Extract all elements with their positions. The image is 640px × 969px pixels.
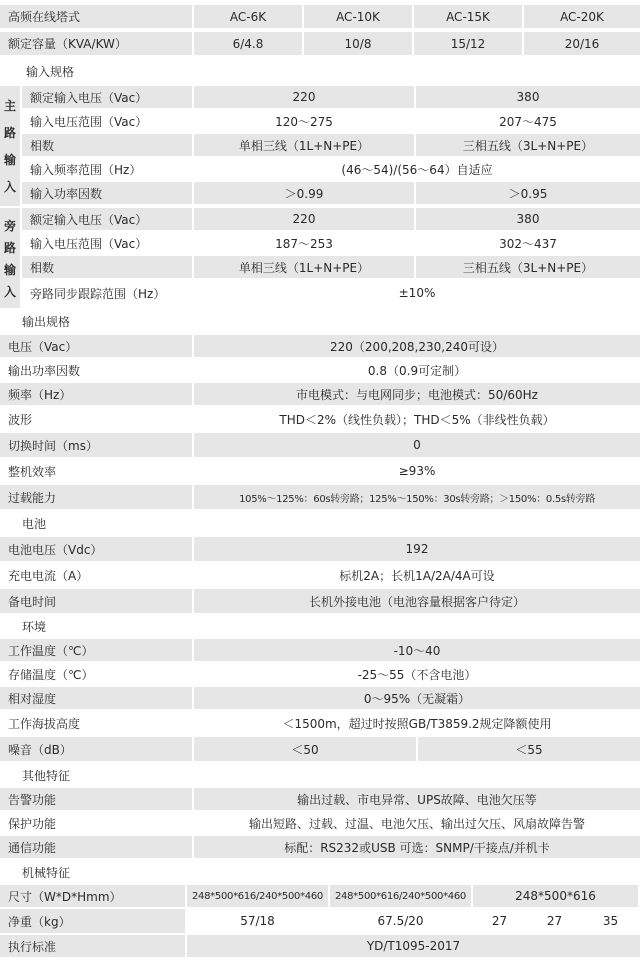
- output-row: [0, 383, 640, 405]
- row-value: THD＜2%（线性负载）；THD＜5%（非线性负载）: [279, 412, 555, 427]
- section-title-input: 输入规格: [0, 58, 640, 84]
- row-value: 标机2A；长机1A/2A/4A可设: [339, 568, 495, 583]
- row-label: 工作温度（℃）: [0, 639, 192, 661]
- row-value-right: ＜55: [418, 737, 640, 761]
- section-title-battery: 电池: [0, 511, 640, 536]
- row-value-left: 220: [194, 86, 414, 108]
- row-label: 尺寸（W*D*Hmm）: [0, 885, 185, 907]
- main-input-char: 路: [3, 126, 16, 140]
- standard-row: [0, 935, 640, 957]
- main-input-row: [22, 158, 640, 180]
- battery-row: [0, 537, 640, 561]
- row-value: 市电模式：与电网同步；电池模式：50/60Hz: [194, 383, 640, 405]
- row-label: 电压（Vac）: [0, 335, 192, 357]
- row-value: 标配：RS232或USB 可选：SNMP/干接点/并机卡: [194, 836, 640, 858]
- capacity-value: 15/12: [414, 32, 522, 55]
- size-value: 248*500*616: [473, 885, 638, 907]
- row-value: ≥93%: [398, 464, 436, 478]
- row-label: 整机效率: [8, 464, 57, 479]
- row-label: 波形: [8, 412, 33, 427]
- section-title-other: 其他特征: [0, 763, 640, 787]
- row-value-left: 187～253: [275, 236, 333, 251]
- capacity-value: 6/4.8: [194, 32, 302, 55]
- section-title-output: 输出规格: [0, 309, 640, 334]
- row-label: 备电时间: [0, 589, 192, 613]
- output-row: [0, 335, 640, 357]
- row-label: 电池电压（Vdc）: [0, 537, 192, 561]
- section-title-mechanical: 机械特征: [0, 860, 640, 884]
- main-input-row: [22, 182, 640, 204]
- row-label: 通信功能: [0, 836, 192, 858]
- env-row: [0, 687, 640, 709]
- battery-row: [0, 563, 640, 587]
- row-value-merged: ±10%: [398, 286, 436, 300]
- row-value: 长机外接电池（电池容量根据客户待定）: [194, 589, 640, 613]
- output-row: [0, 485, 640, 509]
- header-title: 高频在线塔式: [0, 5, 192, 28]
- output-row: [0, 433, 640, 457]
- battery-row: [0, 589, 640, 613]
- model-ac10k: AC-10K: [304, 5, 412, 28]
- env-row: [0, 639, 640, 661]
- capacity-value: 20/16: [524, 32, 640, 55]
- size-value: 248*500*616/240*500*460: [330, 885, 471, 907]
- model-ac20k: AC-20K: [524, 5, 640, 28]
- output-row: [0, 407, 640, 431]
- env-row: [0, 711, 640, 735]
- row-value-right: 三相五线（3L+N+PE）: [416, 134, 640, 156]
- row-value-merged: (46～54)/(56～64）自适应: [341, 162, 493, 177]
- section-title-environment: 环境: [0, 614, 640, 638]
- row-label: 执行标准: [0, 935, 185, 957]
- row-label: 相对湿度: [0, 687, 192, 709]
- row-value-left: ＞0.99: [194, 182, 414, 204]
- row-label: 频率（Hz）: [0, 383, 192, 405]
- row-value: 0～95%（无凝霜）: [194, 687, 640, 709]
- row-value: -10～40: [194, 639, 640, 661]
- capacity-row: [0, 32, 640, 55]
- row-value-right: 302～437: [499, 236, 557, 251]
- row-label: 保护功能: [8, 816, 57, 831]
- bypass-input-row: [22, 232, 640, 254]
- row-label: 存储温度（℃）: [8, 667, 94, 682]
- capacity-value: 10/8: [304, 32, 412, 55]
- weight-value: 27: [546, 914, 563, 928]
- bypass-input-label: [0, 208, 20, 308]
- weight-row: [0, 909, 640, 933]
- row-label: 过载能力: [0, 485, 192, 509]
- row-value: ＜1500m，超过时按照GB/T3859.2规定降额使用: [282, 716, 552, 731]
- row-label: 输入频率范围（Hz）: [30, 162, 142, 177]
- row-value-left: 单相三线（1L+N+PE）: [194, 256, 414, 278]
- row-value: YD/T1095-2017: [187, 935, 640, 957]
- other-row: [0, 788, 640, 810]
- model-ac15k: AC-15K: [414, 5, 522, 28]
- env-row: [0, 663, 640, 685]
- row-label: 旁路同步跟踪范围（Hz）: [30, 286, 166, 301]
- row-value-left: 单相三线（1L+N+PE）: [194, 134, 414, 156]
- row-label: 相数: [22, 134, 192, 156]
- other-row: [0, 836, 640, 858]
- row-value-right: 380: [416, 208, 640, 230]
- bypass-input-row: [22, 280, 640, 306]
- row-value: 输出过载、市电异常、UPS故障、电池欠压等: [194, 788, 640, 810]
- row-label: 净重（kg）: [0, 909, 185, 933]
- main-input-row: [22, 110, 640, 132]
- row-label: 充电电流（A）: [8, 568, 89, 583]
- row-value: 输出短路、过载、过温、电池欠压、输出过欠压、风扇故障告警: [248, 816, 585, 831]
- size-row: [0, 885, 640, 907]
- weight-value: 67.5/20: [377, 914, 424, 928]
- row-value: -25～55（不含电池）: [357, 667, 477, 682]
- row-label: 工作海拔高度: [8, 716, 81, 731]
- row-value-right: 380: [416, 86, 640, 108]
- row-label: 相数: [22, 256, 192, 278]
- row-label: 输入功率因数: [22, 182, 192, 204]
- header-row: [0, 5, 640, 28]
- weight-value: 57/18: [240, 914, 275, 928]
- row-value-right: 207～475: [499, 114, 557, 129]
- row-label: 输入电压范围（Vac）: [30, 236, 148, 251]
- bypass-input-char: 路: [3, 240, 16, 255]
- bypass-input-char: 旁: [3, 218, 16, 233]
- row-label: 告警功能: [0, 788, 192, 810]
- row-value-right: 三相五线（3L+N+PE）: [416, 256, 640, 278]
- row-value: 220（200,208,230,240可设）: [194, 335, 640, 357]
- main-input-label: [0, 86, 20, 206]
- bypass-input-row: [22, 256, 640, 278]
- row-label: 输入电压范围（Vac）: [30, 114, 148, 129]
- row-value-left: ＜50: [194, 737, 416, 761]
- output-row: [0, 459, 640, 483]
- bypass-input-char: 入: [3, 284, 16, 299]
- capacity-label: 额定容量（KVA/KW）: [0, 32, 192, 55]
- row-label: 额定输入电压（Vac）: [22, 208, 192, 230]
- bypass-input-char: 输: [3, 262, 16, 277]
- main-input-char: 入: [3, 180, 16, 194]
- main-input-row: [22, 134, 640, 156]
- row-value: 0: [194, 433, 640, 457]
- model-ac6k: AC-6K: [194, 5, 302, 28]
- noise-row: [0, 737, 640, 761]
- row-value: 0.8（0.9可定制）: [367, 363, 467, 378]
- row-value: 192: [194, 537, 640, 561]
- row-value-left: 120～275: [275, 114, 333, 129]
- row-value: 105%～125%：60s转旁路；125%～150%：30s转旁路；＞150%：0.5s转旁路: [194, 485, 640, 509]
- size-value: 248*500*616/240*500*460: [187, 885, 328, 907]
- bypass-input-row: [22, 208, 640, 230]
- row-label: 额定输入电压（Vac）: [22, 86, 192, 108]
- row-label: 噪音（dB）: [0, 737, 192, 761]
- main-input-char: 主: [3, 99, 16, 113]
- row-label: 切换时间（ms）: [0, 433, 192, 457]
- weight-value: 27: [491, 914, 508, 928]
- output-row: [0, 359, 640, 381]
- main-input-row: [22, 86, 640, 108]
- main-input-char: 输: [3, 153, 16, 167]
- row-label: 输出功率因数: [8, 363, 81, 378]
- weight-value: 35: [602, 914, 619, 928]
- other-row: [0, 812, 640, 834]
- row-value-left: 220: [194, 208, 414, 230]
- row-value-right: ＞0.95: [416, 182, 640, 204]
